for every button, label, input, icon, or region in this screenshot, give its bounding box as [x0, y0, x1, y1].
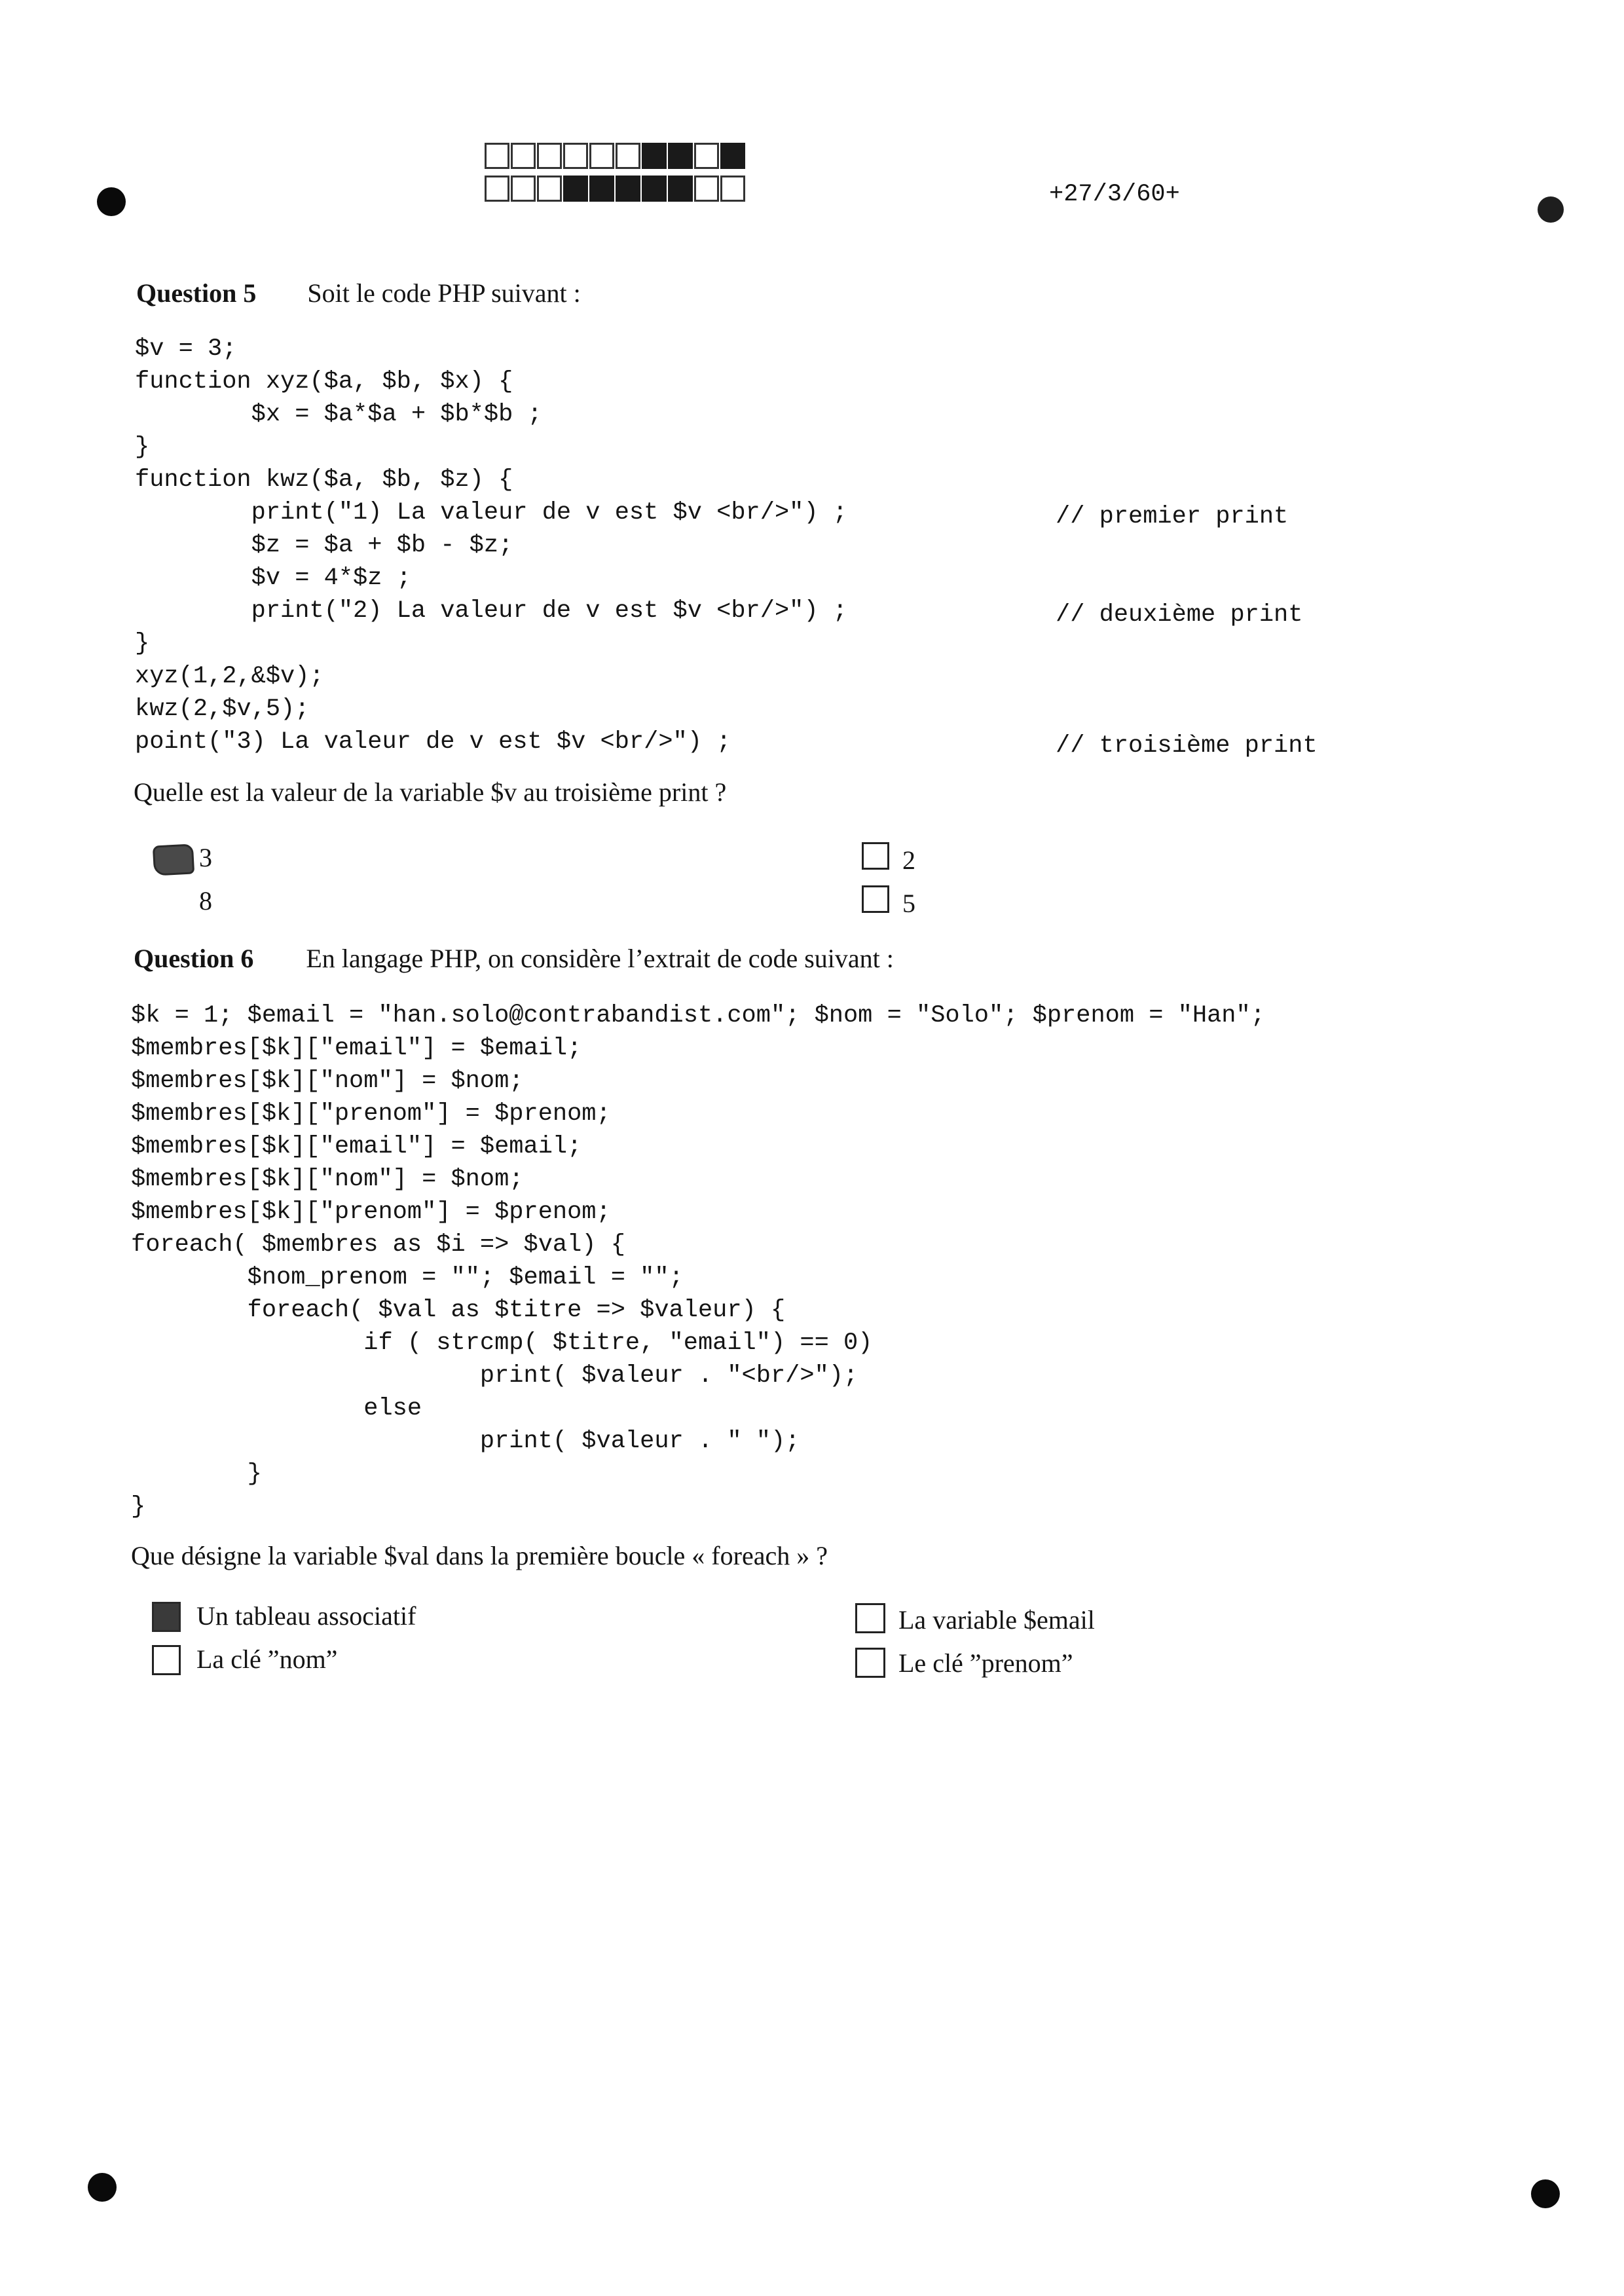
code-line: print("2) La valeur de v est $v <br/>") ; — [135, 597, 847, 625]
code-line: $membres[$k]["prenom"] = $prenom; — [131, 1100, 611, 1128]
code-comment-deuxieme: // deuxième print — [1056, 601, 1303, 629]
code-comment-premier: // premier print — [1056, 503, 1289, 530]
barcode-cell — [668, 143, 693, 169]
barcode-cell — [485, 176, 509, 202]
code-line: } — [135, 630, 150, 657]
question-6-prompt: En langage PHP, on considère l’extrait de code suivant : — [306, 944, 894, 973]
code-line: foreach( $membres as $i => $val) { — [131, 1231, 625, 1259]
code-line: else — [131, 1395, 422, 1422]
question-5-header — [136, 278, 581, 308]
code-line: $nom_prenom = ""; $email = ""; — [131, 1264, 684, 1291]
code-line: $membres[$k]["email"] = $email; — [131, 1133, 582, 1160]
answer-cle-prenom-checkbox[interactable] — [855, 1648, 885, 1678]
code-line: if ( strcmp( $titre, "email") == 0) — [131, 1329, 873, 1357]
barcode-cell — [694, 176, 719, 202]
answer-variable-email-checkbox[interactable] — [855, 1603, 885, 1633]
code-line: $membres[$k]["email"] = $email; — [131, 1035, 582, 1062]
barcode-cell — [616, 143, 640, 169]
answer-2-checkbox[interactable] — [862, 842, 889, 870]
barcode-cell — [563, 143, 588, 169]
answer-cle-nom-checkbox[interactable] — [152, 1645, 181, 1675]
code-line: point("3) La valeur de v est $v <br/>") ; — [135, 728, 731, 756]
question-5-text: Quelle est la valeur de la variable $v au troisième print ? — [134, 777, 727, 807]
answer-8-label: 8 — [199, 886, 212, 916]
barcode-cell — [642, 176, 667, 202]
code-line: } — [131, 1460, 262, 1488]
registration-mark-bottom-left — [88, 2173, 117, 2202]
barcode-cell — [511, 143, 536, 169]
answer-5-checkbox[interactable] — [862, 885, 889, 913]
answer-variable-email-label: La variable $email — [898, 1605, 1095, 1635]
question-5-label: Question 5 — [136, 278, 257, 308]
registration-mark-top-left — [97, 187, 126, 216]
code-line: $x = $a*$a + $b*$b ; — [135, 401, 542, 428]
code-line: } — [135, 434, 150, 461]
code-line: print("1) La valeur de v est $v <br/>") ; — [135, 499, 847, 527]
answer-tableau-associatif-checkbox[interactable] — [152, 1602, 181, 1632]
barcode-cell — [537, 143, 562, 169]
code-line: kwz(2,$v,5); — [135, 695, 310, 723]
barcode-cell — [694, 143, 719, 169]
code-line: $membres[$k]["prenom"] = $prenom; — [131, 1198, 611, 1226]
answer-2-label: 2 — [902, 845, 915, 875]
barcode-cell — [720, 176, 745, 202]
question-6-label: Question 6 — [134, 944, 254, 973]
barcode-cell — [589, 176, 614, 202]
code-line: $v = 3; — [135, 335, 237, 363]
answer-tableau-associatif-label: Un tableau associatif — [196, 1601, 416, 1631]
barcode-cell — [511, 176, 536, 202]
registration-mark-bottom-right — [1531, 2179, 1560, 2208]
registration-mark-top-right — [1538, 196, 1564, 223]
code-line: foreach( $val as $titre => $valeur) { — [131, 1297, 786, 1324]
question-6-text: Que désigne la variable $val dans la première boucle « foreach » ? — [131, 1541, 828, 1570]
barcode-cell — [537, 176, 562, 202]
code-line: $k = 1; $email = "han.solo@contrabandist.com"; $nom = "Solo"; $prenom = "Han"; — [131, 1002, 1265, 1029]
barcode-cell — [668, 176, 693, 202]
code-line: $v = 4*$z ; — [135, 565, 411, 592]
code-line: function kwz($a, $b, $z) { — [135, 466, 513, 494]
barcode-cell — [485, 143, 509, 169]
barcode-cell — [642, 143, 667, 169]
question-6-header — [134, 943, 894, 974]
code-line: function xyz($a, $b, $x) { — [135, 368, 513, 396]
answer-cle-nom-label: La clé ”nom” — [196, 1644, 338, 1674]
code-line: print( $valeur . "<br/>"); — [131, 1362, 858, 1390]
question-5-prompt: Soit le code PHP suivant : — [307, 278, 581, 308]
barcode-cell — [563, 176, 588, 202]
answer-3-checkbox[interactable] — [153, 843, 194, 876]
code-comment-troisieme: // troisième print — [1056, 732, 1318, 760]
barcode-row-1 — [485, 143, 747, 169]
page-id-number: +27/3/60+ — [1049, 181, 1180, 208]
code-line: } — [131, 1493, 146, 1521]
answer-cle-prenom-label: Le clé ”prenom” — [898, 1648, 1073, 1678]
barcode-cell — [589, 143, 614, 169]
answer-5-label: 5 — [902, 889, 915, 918]
barcode-cell — [616, 176, 640, 202]
code-line: print( $valeur . " "); — [131, 1428, 800, 1455]
code-line: xyz(1,2,&$v); — [135, 663, 324, 690]
code-line: $membres[$k]["nom"] = $nom; — [131, 1166, 524, 1193]
answer-3-label: 3 — [199, 843, 212, 872]
code-line: $z = $a + $b - $z; — [135, 532, 513, 559]
code-line: $membres[$k]["nom"] = $nom; — [131, 1067, 524, 1095]
barcode-row-2 — [485, 176, 747, 202]
barcode-cell — [720, 143, 745, 169]
